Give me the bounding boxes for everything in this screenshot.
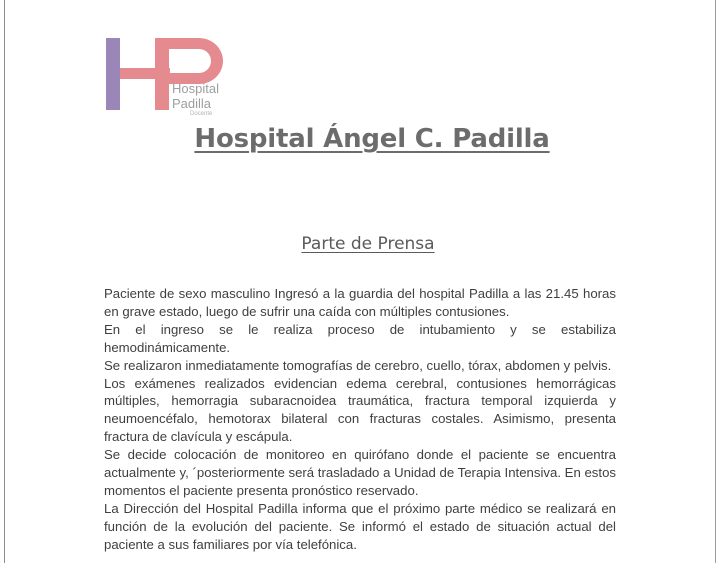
paragraph: Se decide colocación de monitoreo en quirófano donde el paciente se encuentra actualmente y, ´posteriormente será trasladado a Unidad de Terapia Intensiva. En estos momentos el paciente presenta pronóstico reservado. [104, 447, 616, 498]
press-release-body [104, 285, 616, 554]
paragraph: Se realizaron inmediatamente tomografías de cerebro, cuello, tórax, abdomen y pelvis. [104, 357, 612, 373]
page-border-left [4, 0, 5, 563]
hp-logo-icon [104, 36, 234, 120]
document-title: Hospital Ángel C. Padilla [194, 124, 550, 154]
paragraph: La Dirección del Hospital Padilla informa que el próximo parte médico se realizará en función de la evolución del paciente. Se informó el estado de situación actual del paciente a sus familiares por vía telefónica. [104, 500, 616, 552]
paragraph: Paciente de sexo masculino Ingresó a la guardia del hospital Padilla a las 21.45 horas en grave estado, luego de sufrir una caída con múltiples contusiones. [104, 286, 616, 319]
page-border-right [715, 0, 716, 563]
logo-text-hospital: Hospital [172, 81, 219, 96]
logo-text-padilla: Padilla [172, 96, 212, 111]
paragraph: Los exámenes realizados evidencian edema cerebral, contusiones hemorrágicas múltiples, hemorragia subaracnoidea traumática, fractura temporal izquierda y neumoencéfalo, hemotorax bilateral con fracturas costales. Asimismo, presenta fractura de clavícula y escápula. [104, 375, 616, 445]
logo-text-docente: Docente [190, 111, 213, 117]
paragraph: En el ingreso se le realiza proceso de intubamiento y se estabiliza hemodinámicamente. [104, 321, 616, 355]
hospital-logo [104, 36, 234, 120]
document-subtitle: Parte de Prensa [301, 234, 435, 254]
